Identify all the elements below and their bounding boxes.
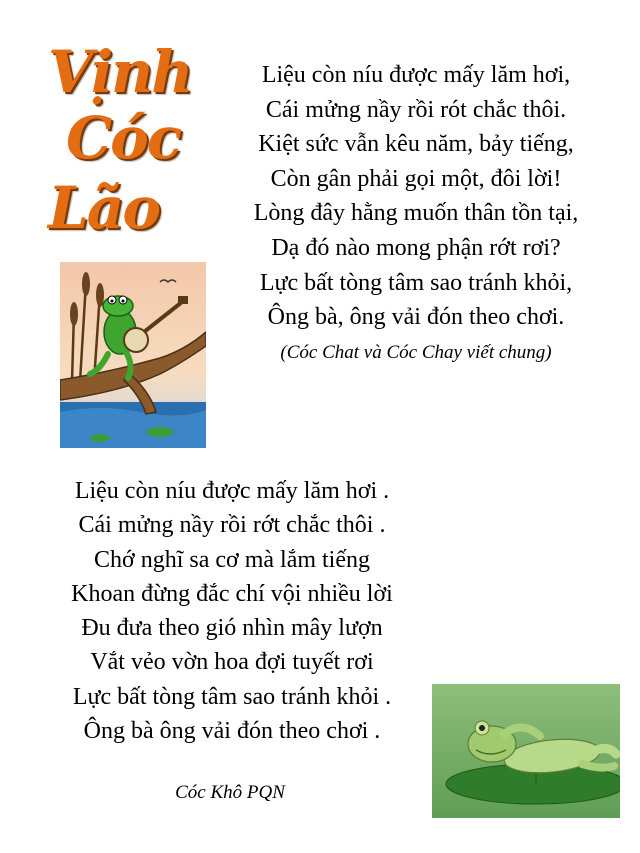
poem-2-line: Chớ nghĩ sa cơ mà lắm tiếng <box>94 546 370 573</box>
title-word-2: Cóc <box>66 104 181 172</box>
poem-1-line: Còn gân phải gọi một, đôi lời! <box>270 165 562 192</box>
poem-1-line: Kiệt sức vẫn kêu năm, bảy tiếng, <box>258 131 574 158</box>
poem-1-line: Cái mửng nầy rồi rót chắc thôi. <box>265 96 567 123</box>
poem-1-line: Ông bà, ông vải đón theo chơi. <box>267 304 565 331</box>
poem-2-line: Khoan đừng đắc chí vội nhiều lời <box>71 580 393 607</box>
poem-2-line: Cái mửng nầy rồi rớt chắc thôi . <box>78 512 386 539</box>
banjo-frog-illustration <box>60 262 206 448</box>
poem-1-line: Lòng đây hằng muốn thân tồn tại, <box>253 200 579 227</box>
poem-1 <box>206 58 626 335</box>
poem-title-art <box>48 38 192 248</box>
poem-1-line: Lực bất tòng tâm sao tránh khỏi, <box>259 269 573 296</box>
poem-2-line: Vắt vẻo vờn hoa đợi tuyết rơi <box>90 649 374 676</box>
poem-1-credit: (Cóc Chat và Cóc Chay viết chung) <box>280 342 552 363</box>
poem-2-credit: Cóc Khô PQN <box>175 782 285 803</box>
poem-2-line: Đu đưa theo gió nhìn mây lượn <box>81 615 383 642</box>
title-word-1: Vịnh <box>48 38 192 106</box>
poem-1-line: Dạ đó nào mong phận rớt rơi? <box>271 234 561 261</box>
title-word-3: Lão <box>48 174 160 242</box>
poem-2 <box>22 474 442 748</box>
poem-2-line: Lực bất tòng tâm sao tránh khỏi . <box>72 683 392 710</box>
lounging-frog-photo <box>432 684 620 818</box>
poem-1-line: Liệu còn níu được mấy lăm hơi, <box>261 62 571 88</box>
poem-2-line: Ông bà ông vải đón theo chơi . <box>83 718 381 745</box>
poem-2-line: Liệu còn níu được mấy lăm hơi . <box>74 478 390 504</box>
